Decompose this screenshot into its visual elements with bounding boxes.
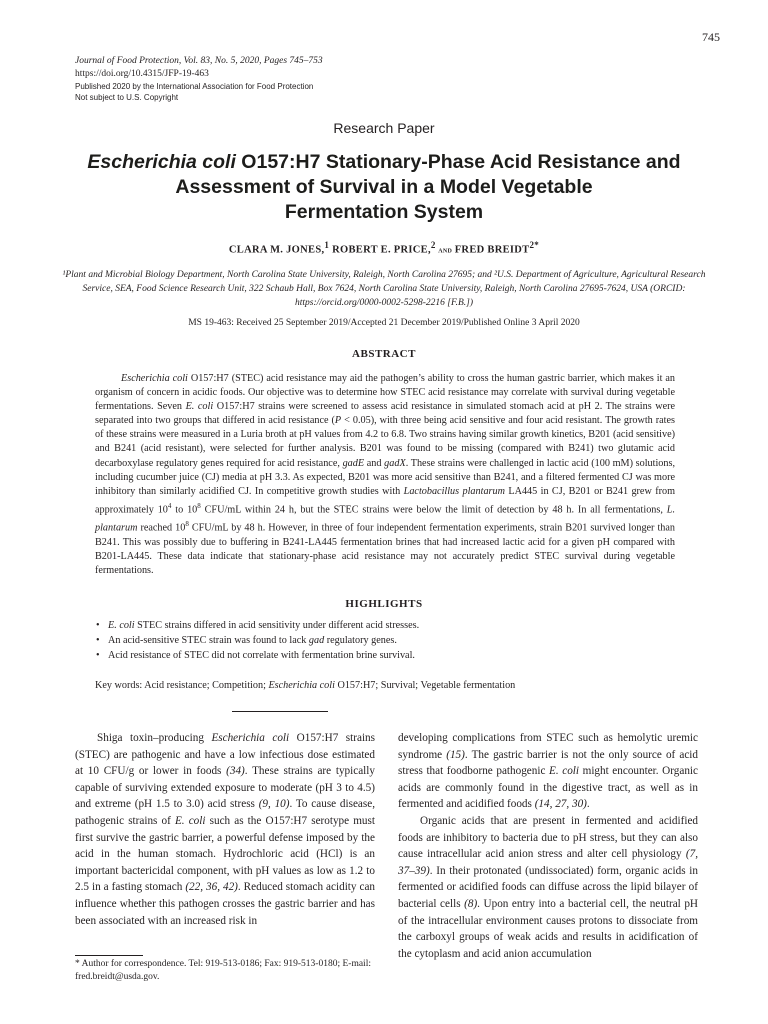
keywords-seg: Key words: Acid resistance; Competition; <box>95 680 269 691</box>
author-3-affil: 2* <box>529 240 540 250</box>
citation-ref[interactable]: (34) <box>226 765 245 778</box>
abstract-seg: L. plantarum <box>95 504 675 534</box>
body-seg: O157:H7 strains (STEC) are pathogenic and have a low infectious dose estimated at 10 CFU/g or lower in foods <box>75 732 376 778</box>
title-line-3: Fermentation System <box>284 201 484 223</box>
abstract-sup: 4 <box>167 501 172 510</box>
citation-ref[interactable]: (9, 10) <box>258 798 290 811</box>
abstract-text <box>95 372 675 578</box>
body-seg: . The gastric barrier is not the only source of acid stress that foodborne pathogenic <box>398 748 698 778</box>
page-number: 745 <box>702 30 720 44</box>
abstract-seg: to 10 <box>171 504 198 516</box>
paper-type: Research Paper <box>333 120 435 136</box>
citation-ref[interactable]: (8) <box>464 897 478 910</box>
abstract-seg: P <box>334 415 342 427</box>
body-paragraph <box>398 730 698 813</box>
author-2-affil: 2 <box>430 240 436 250</box>
abstract-seg: gadX <box>384 457 406 469</box>
abstract-seg: gadE <box>342 457 365 469</box>
doi-link[interactable]: https://doi.org/10.4315/JFP-19-463 <box>75 69 209 79</box>
body-seg: such as the O157:H7 serotype must first survive the gastric barrier, a powerful defense imposed by the acid in the human stomach. Hydrochloric acid (HCl) is an important bactericidal component, with pH values as low as 1.2 to 2.5 in a fasting stomach <box>75 814 375 894</box>
body-seg: . To cause disease, pathogenic strains of <box>75 798 376 827</box>
abstract-seg: Lactobacillus plantarum <box>403 485 505 497</box>
manuscript-info: MS 19-463: Received 25 September 2019/Accepted 21 December 2019/Published Online 3 April 2020 <box>188 318 580 328</box>
authors-and: and <box>435 244 455 255</box>
abstract-seg: CFU/mL within 24 h, but the STEC strains were below the limit of detection by 48 h. In all fermentations, <box>200 504 667 516</box>
correspondence-footnote: * Author for correspondence. Tel: 919-513-0186; Fax: 919-513-0180; E-mail: fred.breidt@usda.gov. <box>75 959 371 982</box>
body-seg: E. coli <box>174 814 206 827</box>
citation-ref[interactable]: (7, 37–39) <box>398 848 698 877</box>
title-italic-species: Escherichia coli <box>87 151 236 173</box>
author-2: ROBERT E. PRICE, <box>329 244 431 256</box>
journal-citation: Journal of Food Protection, Vol. 83, No. 5, 2020, Pages 745–753 <box>75 56 323 66</box>
body-seg: . In their protonated (undissociated) form, organic acids in fermented or acidified foods can diffuse across the lipid bilayer of bacterial cells <box>398 864 698 910</box>
abstract-seg: E. coli <box>185 401 214 413</box>
affiliations: ¹Plant and Microbial Biology Department, North Carolina State University, Raleigh, North Carolina 27695; and ²U.S. Department of Agriculture, Agricultural Research Service, SEA, Food Science Research Unit, 322 Schaub Hall, Box 7624, North Carolina State University, Raleigh, North Carolina 27695-7624, USA (ORCID: https://orcid.org/0000-0002-5298-2216 [F.B.]) <box>62 270 706 308</box>
body-paragraph <box>398 813 698 962</box>
highlight-item: • Acid resistance of STEC did not correlate with fermentation brine survival. <box>95 648 675 663</box>
abstract-seg: reached 10 <box>137 522 186 534</box>
abstract-seg: Escherichia coli <box>121 373 188 384</box>
abstract-seg: O157:H7 strains were screened to assess acid resistance in simulated stomach acid at pH 2. The strains were separated into two groups that differed in acid resistance ( <box>95 401 676 427</box>
publisher-line: Published 2020 by the International Association for Food Protection <box>75 82 314 91</box>
body-seg: Organic acids that are present in fermented and acidified foods are inhibitory to bacteria due to pH stress, but they can also cause intracellular acid anion stress and alter cell physiology <box>398 814 698 861</box>
abstract-seg: O157:H7 (STEC) acid resistance may aid the pathogen’s ability to cross the human gastric barrier, which makes it an organism of concern in acidic foods. Our objective was to determine how STEC acid resistance may correlate with survival during vegetable fermentations. Seven <box>95 373 675 413</box>
highlight-seg: gad <box>308 635 325 646</box>
citation-ref[interactable]: (14, 27, 30) <box>534 798 587 811</box>
title-line-1: O157:H7 Stationary-Phase Acid Resistance and <box>235 151 681 173</box>
body-seg: . Upon entry into a bacterial cell, the neutral pH of the intracellular environment causes protons to dissociate from the carboxyl groups of weak acids and results in acidification of the cytoplasm and acid anion accumulation <box>398 897 698 960</box>
keywords-seg: Escherichia coli <box>268 680 335 691</box>
title-line-2: Assessment of Survival in a Model Vegetable <box>175 176 593 198</box>
highlight-seg: STEC strains differed in acid sensitivity under different acid stresses. <box>134 620 420 631</box>
abstract-seg: CFU/mL by 48 h. However, in three of four independent fermentation experiments, strain B201 survived longer than B241. This was possibly due to buffering in B241-LA445 fermentation brines that had increased lactic acid for a given pH compared with B201-LA445. These data indicate that stationary-phase acid resistance may not accurately predict STEC survival during vegetable fermentations. <box>95 522 675 576</box>
keywords-seg: O157:H7; Survival; Vegetable fermentation <box>334 680 516 691</box>
citation-ref[interactable]: (15) <box>446 748 465 761</box>
body-seg: developing complications from STEC such as hemolytic uremic syndrome <box>398 732 698 761</box>
highlights-list <box>95 618 675 663</box>
body-seg: . These strains are typically capable of surviving extended exposure to moderate (pH 3 to 4.5) and extreme (pH 1.5 to 3.0) acid stress <box>75 765 375 811</box>
abstract-seg: and <box>364 457 385 469</box>
body-seg: Shiga toxin–producing <box>97 732 212 744</box>
abstract-sup: 8 <box>197 501 201 510</box>
highlight-seg: regulatory genes. <box>324 635 397 646</box>
author-1: CLARA M. JONES, <box>228 244 325 256</box>
body-column-left <box>75 730 375 929</box>
abstract-seg: < 0.05), with three being acid sensitive and four acid resistant. The growth rates of these strains were measured in a Luria broth at pH values from 4.2 to 6.8. Two strains having similar growth kinetics, B201 (acid sensitive) and B241 (acid resistant), were selected for further analysis. B201 was found to be missing (compared with B241) two glutamic acid decarboxylase regulatory genes required for acid resistance, <box>95 415 675 469</box>
body-seg: might encounter. Organic acids are commonly found in the digestive tract, as well as in fermented and acidified foods <box>398 765 698 811</box>
keywords <box>95 680 675 691</box>
abstract-seg: . These strains were challenged in lactic acid (100 mM) solutions, including cucumber juice (CJ) media at pH 3.3. As expected, B201 was more acid sensitive than B241, and a filtered fermented CJ was more inhibitory than similarly acidified CJ. In competitive growth studies with <box>95 457 676 497</box>
abstract-sup: 8 <box>185 520 189 529</box>
copyright-line: Not subject to U.S. Copyright <box>75 93 179 102</box>
citation-ref[interactable]: (22, 36, 42) <box>185 881 238 894</box>
abstract-heading: ABSTRACT <box>352 348 416 360</box>
highlight-seg: An acid-sensitive STEC strain was found to lack <box>108 635 309 646</box>
author-1-affil: 1 <box>324 240 330 250</box>
body-seg: . Reduced stomach acidity can influence whether this pathogen crosses the gastric barrier and has been associated with an increased risk in <box>75 881 376 927</box>
author-3: FRED BREIDT <box>454 244 530 256</box>
body-seg: Escherichia coli <box>211 732 290 744</box>
section-divider <box>232 711 328 712</box>
highlight-seg: E. coli <box>108 620 135 631</box>
body-paragraph <box>75 730 375 929</box>
abstract-seg: LA445 in CJ, B201 or B241 grew from approximately 10 <box>95 485 675 516</box>
body-seg: . <box>586 798 590 811</box>
body-seg: E. coli <box>549 765 580 778</box>
highlight-item <box>95 618 675 633</box>
journal-header <box>75 55 323 103</box>
paper-title <box>60 150 708 225</box>
body-column-right <box>398 730 698 962</box>
author-list <box>0 240 768 256</box>
highlight-item <box>95 633 675 648</box>
footnote-divider <box>75 955 143 956</box>
highlights-heading: HIGHLIGHTS <box>345 598 423 610</box>
